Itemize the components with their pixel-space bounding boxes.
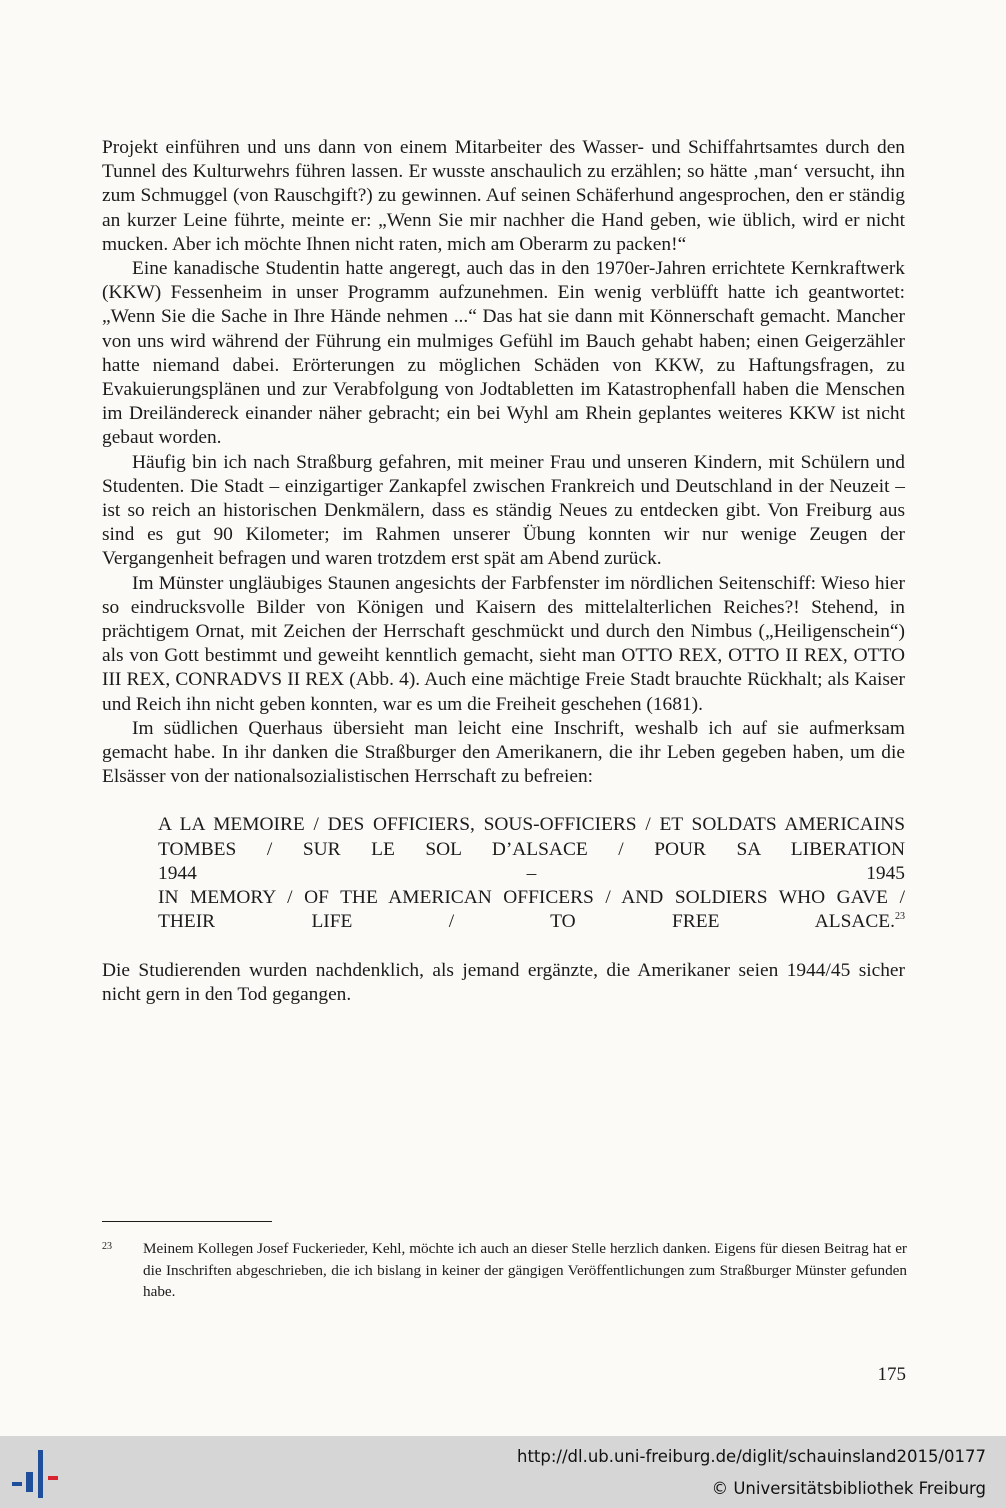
footnote-divider [102, 1221, 272, 1222]
inscription-line-2: TOMBES / SUR LE SOL D’ALSACE / POUR SA LIBERATION [158, 838, 905, 860]
ub-freiburg-logo-icon[interactable] [8, 1446, 62, 1500]
inscription-line-5 [158, 910, 905, 934]
inscription-block [158, 813, 905, 934]
footnote-text: Meinem Kollegen Josef Fuckerieder, Kehl, möchte ich auch an dieser Stelle herzlich danken. Eigens für diesen Beitrag hat er die Inschriften abgeschrieben, die ich bislang in keiner der gängigen Veröffentlichungen zum Straßburger Münster gefunden habe. [143, 1240, 907, 1300]
paragraph-2: Eine kanadische Studentin hatte angeregt, auch das in den 1970er-Jahren errichtete Kernkraftwerk (KKW) Fessenheim in unser Programm aufzunehmen. Ein wenig verblüfft hatte ich geantwortet: „Wenn Sie die Sache in Ihre Hände nehmen ...“ Das hat sie dann mit Könnerschaft gemacht. Mancher von uns wird während der Führung ein mulmiges Gefühl im Bauch gehabt haben; einen Geigerzähler hatte niemand dabei. Erörterungen zu möglichen Schäden von KKW, zu Haftungsfragen, zu Evakuierungsplänen und zur Verabfolgung von Jodtabletten im Katastrophenfall haben die Menschen im Dreiländereck einander näher gebracht; ein bei Wyhl am Rhein geplantes weiteres KKW ist nicht gebaut worden. [102, 258, 905, 449]
paragraph-4: Im Münster ungläubiges Staunen angesichts der Farbfenster im nördlichen Seitenschiff: Wieso hier so eindrucksvolle Bilder von Königen und Kaisern des mittelalterlichen Reiches?! Stehend, in prächtigem Ornat, mit Zeichen der Herrschaft geschmückt und durch den Nimbus („Heiligenschein“) als von Gott bestimmt und geweiht kenntlich gemacht, sieht man OTTO REX, OTTO II REX, OTTO III REX, CONRADVS II REX (Abb. 4). Auch eine mächtige Freie Stadt brauchte Rückhalt; als Kaiser und Reich ihn nicht geben konnten, war es um die Freiheit geschehen (1681). [102, 572, 905, 715]
inscription-line-5-text: THEIR LIFE / TO FREE ALSACE. [158, 911, 895, 933]
inscription-line-3: 1944 – 1945 [158, 862, 905, 884]
inscription-line-1: A LA MEMOIRE / DES OFFICIERS, SOUS-OFFICIERS / ET SOLDATS AMERICAINS [158, 814, 905, 836]
source-url-link[interactable]: http://dl.ub.uni-freiburg.de/diglit/schauinsland2015/0177 [516, 1447, 986, 1466]
footnote [102, 1238, 907, 1303]
page-number: 175 [877, 1364, 906, 1385]
paragraph-3: Häufig bin ich nach Straßburg gefahren, mit meiner Frau und unseren Kindern, mit Schülern und Studenten. Die Stadt – einzigartiger Zankapfel zwischen Frankreich und Deutschland in der Neuzeit – ist so reich an historischen Denkmälern, dass es ständig Neues zu entdecken gibt. Von Freiburg aus sind es gut 90 Kilometer; im Rahmen unserer Übung konnten wir nur wenige Zeugen der Vergangenheit befragen und waren trotzdem erst spät am Abend zurück. [102, 451, 905, 570]
closing-paragraph: Die Studierenden wurden nachdenklich, als jemand ergänzte, die Amerikaner seien 1944/45 sicher nicht gern in den Tod gegangen. [102, 959, 905, 1005]
footnote-reference[interactable]: 23 [895, 911, 905, 923]
paragraph-5: Im südlichen Querhaus übersieht man leicht eine Inschrift, weshalb ich auf sie aufmerksam gemacht habe. In ihr danken die Straßburger den Amerikanern, die ihr Leben gegeben haben, um die Elsässer von der nationalsozialistischen Herrschaft zu befreien: [102, 717, 905, 788]
body-text [102, 136, 905, 1007]
paragraph-1: Projekt einführen und uns dann von einem Mitarbeiter des Wasser- und Schiffahrtsamtes durch den Tunnel des Kulturwehrs führen lassen. Er wusste anschaulich zu erzählen; so hätte ‚man‘ versucht, ihn zum Schmuggel (von Rauschgift?) zu gewinnen. Auf seinen Schäferhund angesprochen, den er ständig an kurzer Leine führte, meinte er: „Wenn Sie mir nachher die Hand geben, wie üblich, wird er nicht mucken. Aber ich möchte Ihnen nicht raten, mich am Oberarm zu packen!“ [102, 137, 905, 255]
footnote-number: 23 [102, 1241, 112, 1252]
copyright-notice: © Universitätsbibliothek Freiburg [711, 1479, 986, 1498]
footer-bar [0, 1436, 1006, 1508]
inscription-line-4: IN MEMORY / OF THE AMERICAN OFFICERS / AND SOLDIERS WHO GAVE / [158, 887, 905, 909]
